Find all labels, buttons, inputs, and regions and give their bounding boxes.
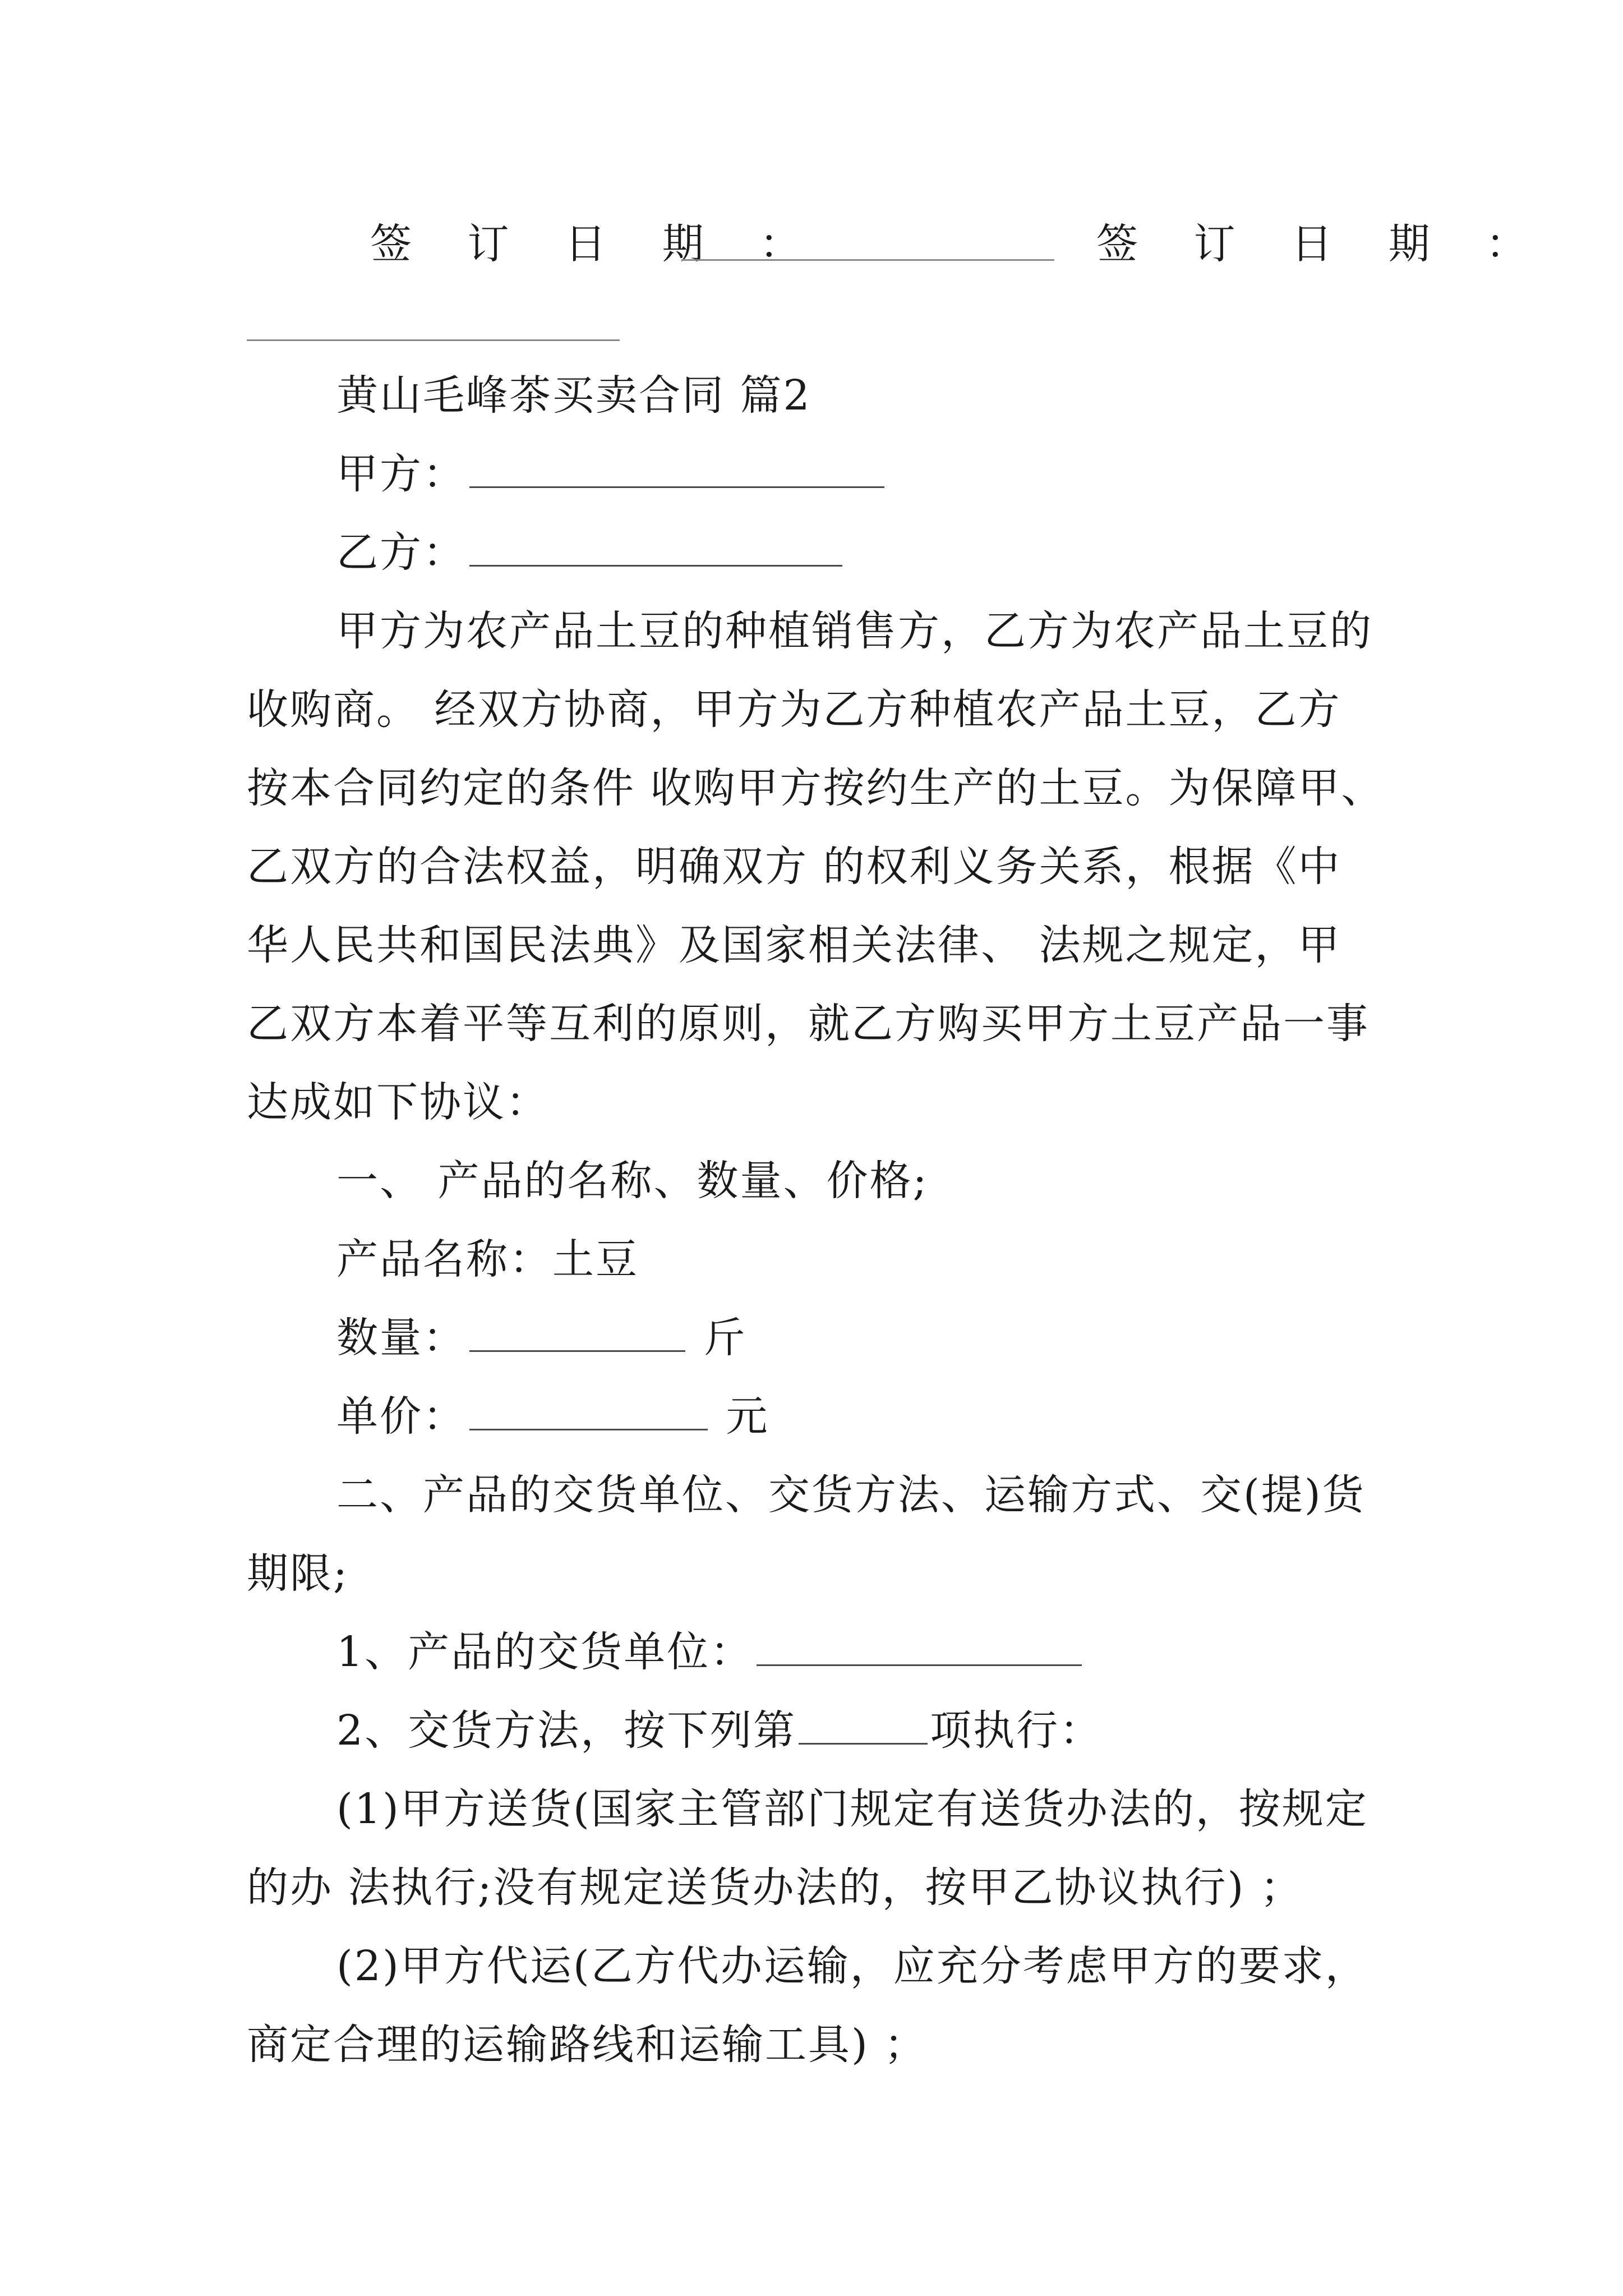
intro-line: 达成如下协议： [247, 1078, 549, 1126]
delivery-method-suffix: 项执行： [930, 1706, 1103, 1755]
party-b-label: 乙方： [336, 528, 466, 577]
intro-line: 按本合同约定的条件 收购甲方按约生产的土豆。为保障甲、 [247, 764, 1385, 812]
option1-line-cont: 的办 法执行;没有规定送货办法的，按甲乙协议执行) ； [247, 1864, 1303, 1912]
price-unit: 元 [726, 1392, 769, 1441]
price-line [336, 1388, 1469, 1444]
option2-line: (2)甲方代运(乙方代办运输，应充分考虑甲方的要求， [336, 1942, 1368, 1990]
quantity-blank [469, 1311, 685, 1352]
delivery-method-prefix: 2、交货方法，按下列第 [336, 1706, 797, 1755]
quantity-unit: 斤 [703, 1314, 747, 1362]
party-a-line [336, 446, 1469, 502]
intro-line: 甲方为农产品土豆的种植销售方，乙方为农产品土豆的 [336, 607, 1373, 655]
intro-line: 华人民共和国民法典》及国家相关法律、 法规之规定，甲 [247, 921, 1341, 969]
party-b-line [336, 524, 1469, 581]
price-label: 单价： [336, 1392, 466, 1441]
signature-date-blank-right [247, 339, 620, 341]
quantity-label: 数量： [336, 1314, 466, 1362]
delivery-method-line [336, 1703, 1469, 1759]
intro-line: 乙双方的合法权益，明确双方 的权利义务关系，根据《中 [247, 843, 1341, 891]
quantity-line [336, 1310, 1469, 1366]
signature-date-label-right: 签 订 日 期 ： [1096, 220, 1549, 268]
party-b-blank [469, 526, 842, 567]
delivery-unit-blank [757, 1625, 1082, 1666]
intro-line: 收购商。 经双方协商，甲方为乙方种植农产品土豆，乙方 [247, 685, 1341, 734]
signature-row-right [1096, 216, 1601, 272]
signature-date-blank-left [681, 259, 1054, 261]
section2-heading: 二、产品的交货单位、交货方法、运输方式、交(提)货 [336, 1471, 1366, 1519]
party-a-label: 甲方： [336, 450, 466, 498]
section2-heading-cont: 期限; [247, 1549, 349, 1598]
option2-line-cont: 商定合理的运输路线和运输工具) ； [247, 2021, 928, 2069]
section1-heading: 一、 产品的名称、数量、价格; [336, 1157, 929, 1205]
signature-date-label-left: 签 订 日 期 ： [370, 220, 823, 268]
price-blank [469, 1389, 708, 1430]
delivery-unit-label: 1、产品的交货单位： [336, 1628, 754, 1676]
product-name-line: 产品名称：土豆 [336, 1235, 639, 1283]
delivery-unit-line [336, 1624, 1469, 1680]
option1-line: (1)甲方送货(国家主管部门规定有送货办法的，按规定 [336, 1785, 1368, 1833]
page-title: 黄山毛峰茶买卖合同 篇2 [336, 371, 811, 420]
party-a-blank [469, 447, 884, 488]
delivery-method-blank [799, 1704, 928, 1745]
intro-line: 乙双方本着平等互利的原则，就乙方购买甲方土豆产品一事 [247, 1000, 1370, 1048]
